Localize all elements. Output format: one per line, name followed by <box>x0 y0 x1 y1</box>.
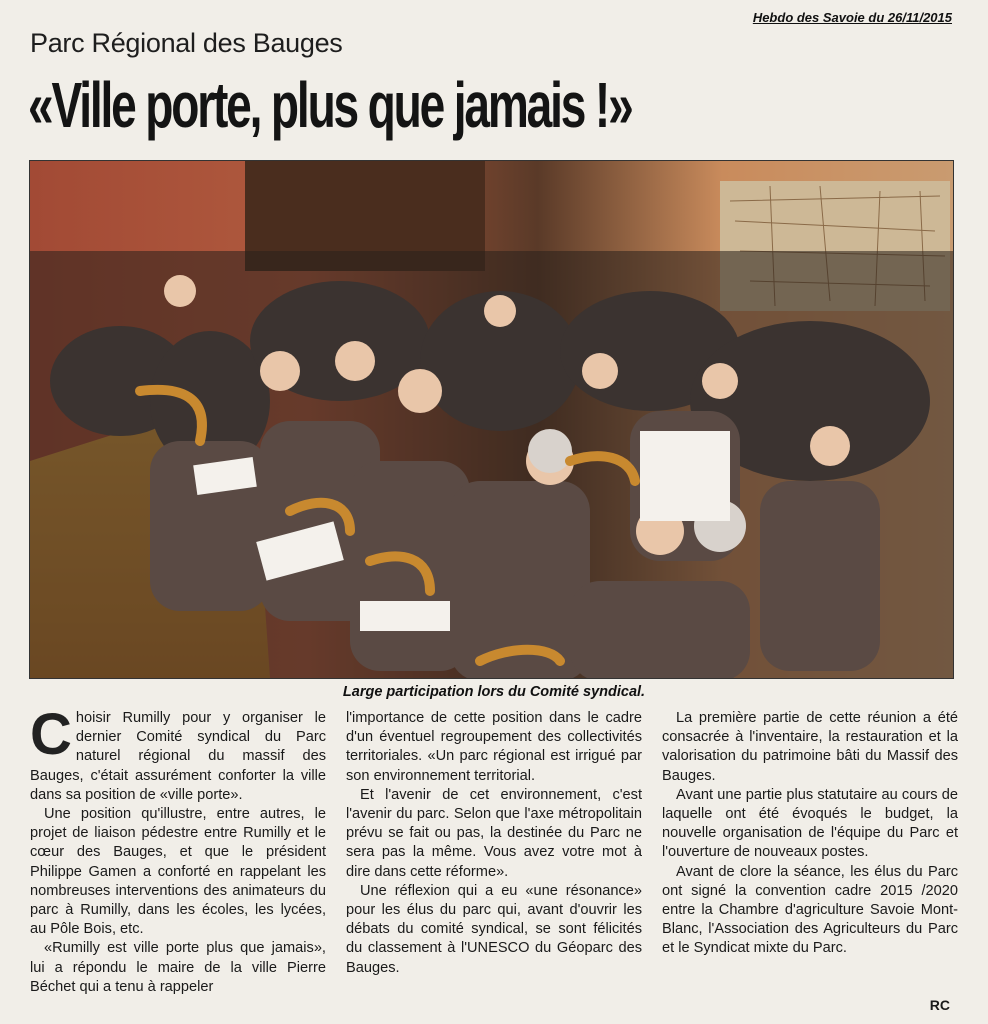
paragraph: Et l'avenir de cet environnement, c'est l'avenir du parc. Selon que l'axe métropolitain prévu se fait ou pas, la destinée du Parc ne sera pas la même. Vous avez votre mot à dire dans cette réforme». <box>346 786 642 880</box>
author-signature: RC <box>929 997 950 1013</box>
paragraph: Avant de clore la séance, les élus du Parc ont signé la convention cadre 2015 /2020 entre la Chambre d'agriculture Savoie Mont-Blanc, l'Association des Agriculteurs du Parc et le Syndicat mixte du Parc. <box>662 863 958 957</box>
bleed-through-text <box>708 20 716 54</box>
photo-caption: Large participation lors du Comité syndical. <box>342 684 646 700</box>
meeting-photo <box>29 160 954 679</box>
publication-source: Hebdo des Savoie du 26/11/2015 <box>752 10 952 25</box>
paragraph: «Rumilly est ville porte plus que jamais», lui a répondu le maire de la ville Pierre Béchet qui a tenu à rappeler <box>30 940 326 995</box>
headline: «Ville porte, plus que jamais !» <box>28 69 632 141</box>
photo-meeting-audience-icon <box>30 161 953 678</box>
paragraph: Une réflexion qui a eu «une résonance» pour les élus du parc qui, avant d'ouvrir les débats du comité syndical, se sont félicités du classement à l'UNESCO du Géoparc des Bauges. <box>346 882 642 976</box>
article-column-1 <box>30 702 326 997</box>
paragraph: La première partie de cette réunion a été consacrée à l'inventaire, la restauration et la valorisation du patrimoine bâti du Massif des Bauges. <box>662 710 958 784</box>
article-column-3 <box>662 709 958 959</box>
drop-cap: C <box>30 702 72 767</box>
article-column-2 <box>346 709 642 978</box>
paragraph-text: hoisir Rumilly pour y organiser le dernier Comité syndical du Parc naturel régional du massif des Bauges, c'était assurément conforter la ville dans sa position de «ville porte». <box>30 710 326 803</box>
paragraph <box>30 702 326 805</box>
paragraph: l'importance de cette position dans le cadre d'un éventuel regroupement des collectivités territoriales. «Un parc régional est irrigué par son environnement territorial. <box>346 710 642 784</box>
bleed-through-text <box>760 64 776 131</box>
paragraph: Avant une partie plus statutaire au cours de laquelle ont été évoqués le budget, la nouvelle organisation de l'équipe du Parc et l'ouverture de nouveaux postes. <box>662 786 958 861</box>
paragraph: Une position qu'illustre, entre autres, le projet de liaison pédestre entre Rumilly et le cœur des Bauges, et que le président Philippe Gamen a conforté en rappelant les nombreuses interventions des animateurs du parc à Rumilly, dans les écoles, les lycées, au Pôle Bois, etc. <box>30 806 326 938</box>
section-kicker: Parc Régional des Bauges <box>30 28 343 58</box>
